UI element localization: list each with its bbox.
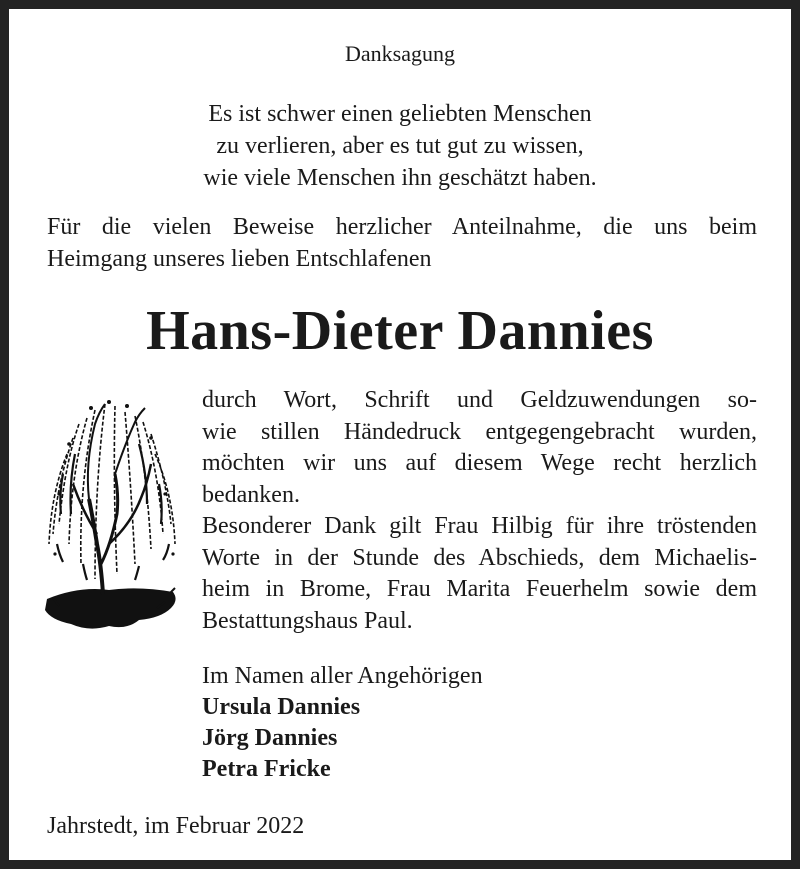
thanks-line: durch Wort, Schrift und Geldzuwendungen so- [202,387,757,413]
signature-intro: Im Namen aller Angehörigen [202,663,483,689]
signatory-name: Ursula Dannies [202,694,361,720]
place-date: Jahrstedt, im Februar 2022 [47,813,305,839]
thanks-line: wie stillen Händedruck entgegengebracht wurden, [202,418,757,445]
thanks-line: möchten wir uns auf diesem Wege recht herzlich [202,450,757,476]
weeping-willow-icon [39,394,181,639]
thanks-line: bedanken. [202,481,300,508]
notice-heading: Danksagung [345,41,455,66]
thanks-line: Besonderer Dank gilt Frau Hilbig für ihre tröstenden [202,513,757,539]
deceased-name: Hans-Dieter Dannies [146,300,654,362]
thanks-line: Bestattungshaus Paul. [202,607,413,634]
thanks-text [202,385,757,637]
intro-line: Heimgang unseres lieben Entschlafenen [47,246,432,272]
thanks-line: Worte in der Stunde des Abschieds, dem Michaelis- [202,544,757,571]
intro-line: Für die vielen Beweise herzlicher Anteilnahme, die uns beim [47,214,757,240]
signature-block [202,661,483,785]
signatory-name: Jörg Dannies [202,725,338,751]
poem-line: wie viele Menschen ihn geschätzt haben. [203,165,597,191]
intro-text [47,211,757,275]
poem-line: zu verlieren, aber es tut gut zu wissen, [216,133,584,159]
thanks-line: heim in Brome, Frau Marita Feuerhelm sowie dem [202,576,757,602]
poem [9,98,791,194]
poem-line: Es ist schwer einen geliebten Menschen [208,101,592,127]
signatory-name: Petra Fricke [202,756,331,782]
